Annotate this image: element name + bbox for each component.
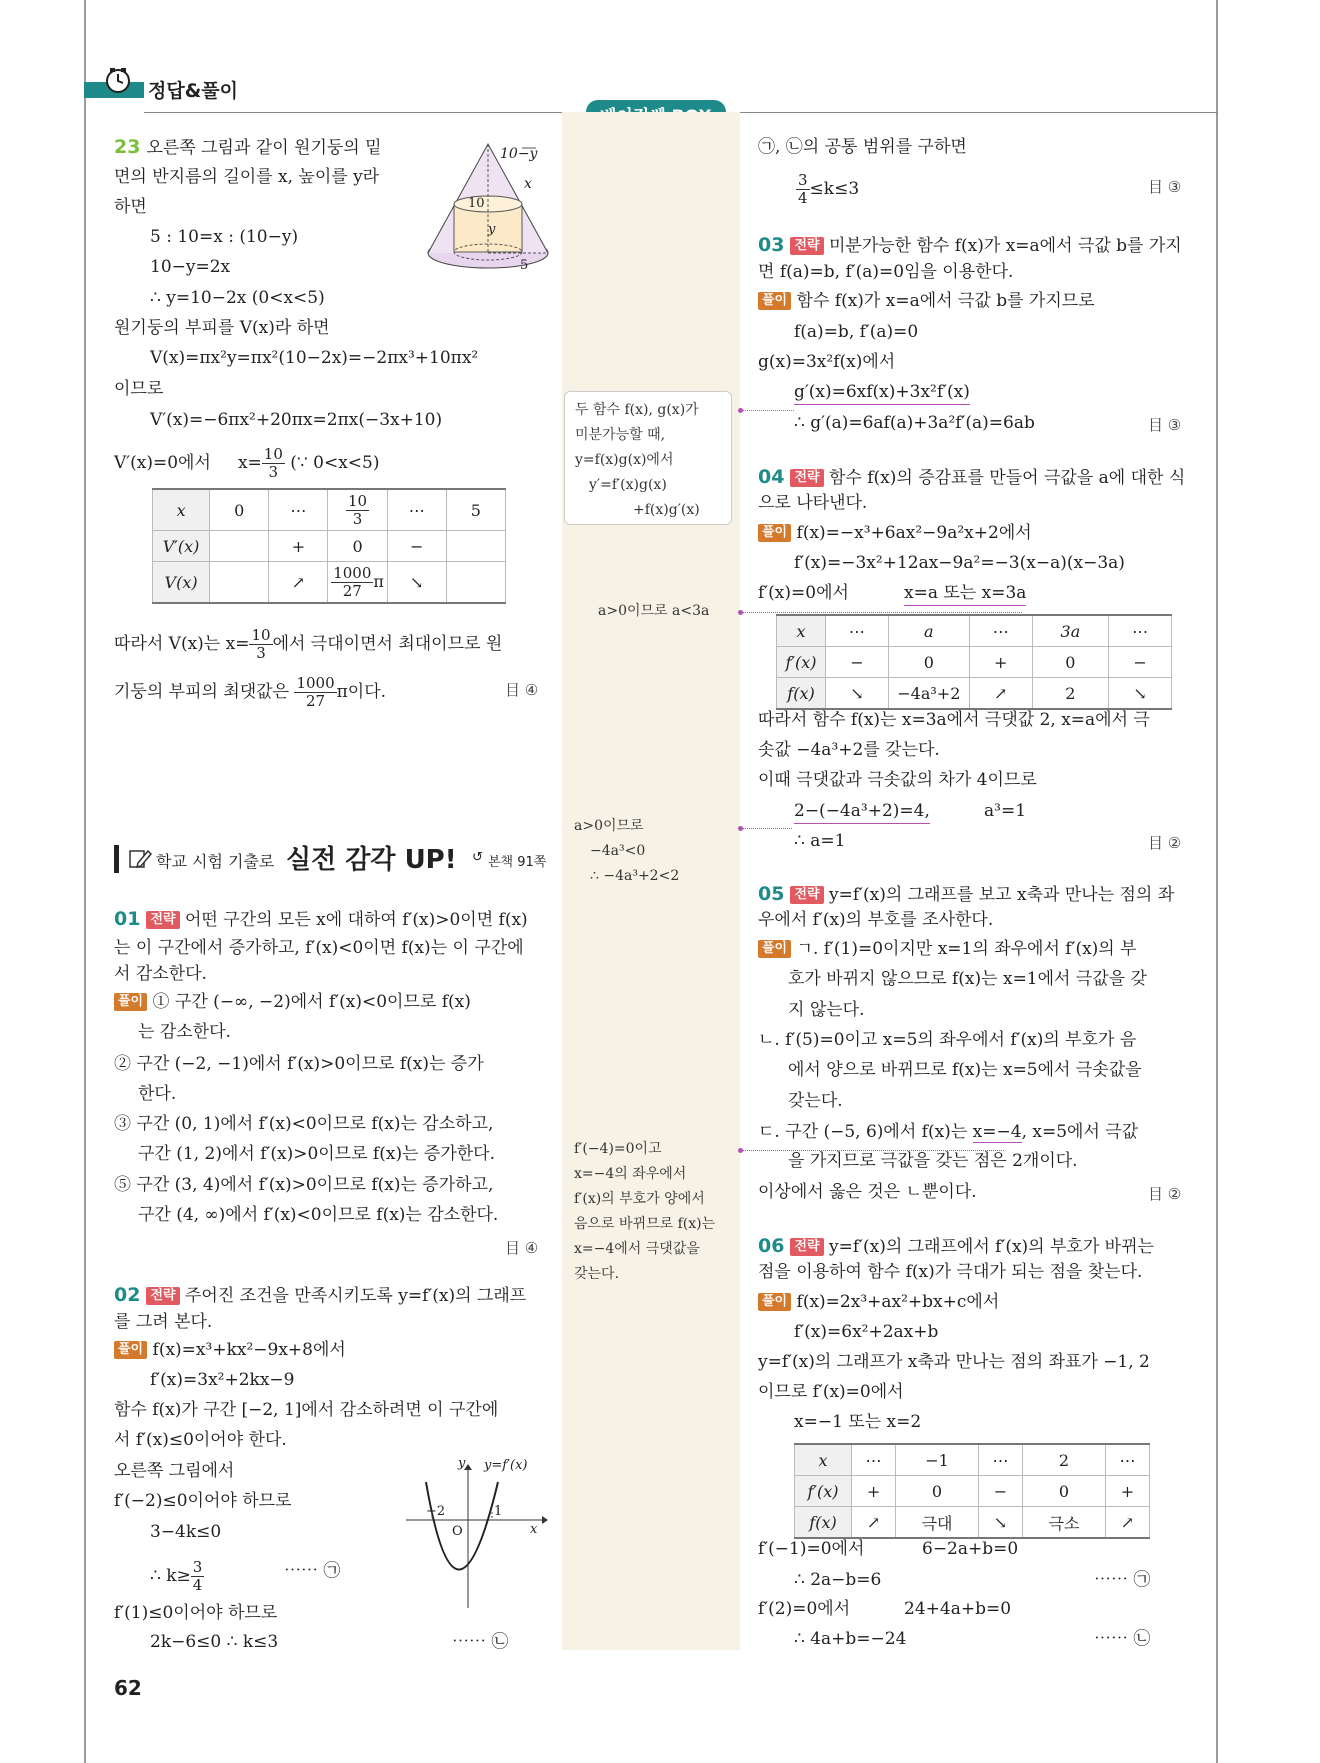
p05-line9: ㄷ. 구간 (−5, 6)에서 f(x)는 x=−4, x=5에서 극값 <box>758 1122 1139 1142</box>
p04-table: x ⋯ a ⋯ 3a ⋯ f′(x) − 0 + 0 − f(x) ↘ −4a³+2 ↗ 2 ↘ <box>776 614 1172 710</box>
side-note-product-rule: 두 함수 f(x), g(x)가 미분가능할 때, y=f(x)g(x)에서 y′=f′(x)g(x) +f(x)g′(x) <box>564 391 732 525</box>
p06-line8a: f′(−1)=0에서 <box>758 1539 865 1559</box>
p04-line4: f′(x)=−3x²+12ax−9a²=−3(x−a)(x−3a) <box>794 553 1125 573</box>
fig-label-y: y <box>488 222 496 237</box>
p06-line1: 06 전략 y=f′(x)의 그래프에서 f′(x)의 부호가 바뀌는 <box>758 1235 1154 1257</box>
p05-line8: 갖는다. <box>788 1091 843 1111</box>
p06-table: x ⋯ −1 ⋯ 2 ⋯ f′(x) + 0 − 0 + f(x) ↗ 극대 ↘ 극소 ↗ <box>794 1443 1150 1539</box>
p03-line1: 03 전략 미분가능한 함수 f(x)가 x=a에서 극값 b를 가지 <box>758 234 1182 256</box>
p06-line10b: 24+4a+b=0 <box>904 1599 1012 1619</box>
p04-line6: 따라서 함수 f(x)는 x=3a에서 극댓값 2, x=a에서 극 <box>758 710 1150 730</box>
p23-conclusion2: 기둥의 부피의 최댓값은 $\frac{1000}{27}$ π이다. <box>114 674 387 710</box>
p02-line6: 서 f′(x)≤0이어야 한다. <box>114 1430 287 1450</box>
graph-label-func: y=f′(x) <box>484 1458 528 1473</box>
p06-line4: f′(x)=6x²+2ax+b <box>794 1322 939 1342</box>
side-note-local-max: f′(−4)=0이고 x=−4의 좌우에서 f′(x)의 부호가 양에서 음으로 바뀌므로 f(x)는 x=−4에서 극댓값을 갖는다. <box>574 1141 716 1282</box>
p23-line11: V′(x)=0에서 x= $\frac{10}{3}$ (∵ 0<x<5) <box>114 445 380 481</box>
side-note-a-positive: a>0이므로 a<3a <box>598 603 710 619</box>
section-marker <box>114 845 119 873</box>
graph-label-y: y <box>458 1456 466 1471</box>
p06-line11b: ⋯⋯ ㉡ <box>1094 1629 1151 1649</box>
p05-line6: ㄴ. f′(5)=0이고 x=5의 좌우에서 f′(x)의 부호가 음 <box>758 1030 1137 1050</box>
p04-line8: 이때 극댓값과 극솟값의 차가 4이므로 <box>758 770 1037 790</box>
p23-answer: 目 ④ <box>505 681 539 699</box>
p23-line3: 하면 <box>114 197 147 217</box>
side-note-negative: a>0이므로 −4a³<0 ∴ −4a³+2<2 <box>574 818 680 884</box>
rtop-answer: 目 ③ <box>1148 178 1182 196</box>
p04-line7: 솟값 −4a³+2를 갖는다. <box>758 740 940 760</box>
p06-line10a: f′(2)=0에서 <box>758 1599 851 1619</box>
p04-line3: 풀이 f(x)=−x³+6ax²−9a²x+2에서 <box>758 521 1032 545</box>
p01-line5: 는 감소한다. <box>138 1022 231 1042</box>
p05-line10: 을 가지므로 극값을 갖는 점은 2개이다. <box>788 1151 1078 1171</box>
clock-icon <box>104 66 132 99</box>
p23-line5: 10−y=2x <box>150 257 231 277</box>
fig-label-5: 5 <box>520 258 529 273</box>
fig-label-10-y: 10−y <box>500 146 538 162</box>
p05-line3: 풀이 ㄱ. f′(1)=0이지만 x=1의 좌우에서 f′(x)의 부 <box>758 937 1137 961</box>
p04-line5b: x=a 또는 x=3a <box>904 581 1026 606</box>
fig-label-10: 10 <box>468 196 485 211</box>
p04-line10: ∴ a=1 <box>794 831 846 851</box>
p02-line8: f′(−2)≤0이어야 하므로 <box>114 1491 292 1511</box>
p23-line1: 23 오른쪽 그림과 같이 원기둥의 밑 <box>114 136 382 158</box>
p05-answer: 目 ② <box>1148 1185 1182 1203</box>
p06-line5: y=f′(x)의 그래프가 x축과 만나는 점의 좌표가 −1, 2 <box>758 1352 1150 1372</box>
p04-line1: 04 전략 함수 f(x)의 증감표를 만들어 극값을 a에 대한 식 <box>758 466 1186 488</box>
p05-line5: 지 않는다. <box>788 1000 865 1020</box>
p23-line8: V(x)=πx²y=πx²(10−2x)=−2πx³+10πx² <box>150 348 479 368</box>
p01-line3: 서 감소한다. <box>114 964 207 984</box>
p04-line5a: f′(x)=0에서 <box>758 583 849 603</box>
p03-line7: ∴ g′(a)=6af(a)+3a²f′(a)=6ab <box>794 413 1035 433</box>
p05-line1: 05 전략 y=f′(x)의 그래프를 보고 x축과 만나는 점의 좌 <box>758 883 1175 905</box>
p23-number: 23 <box>114 136 141 158</box>
pencil-icon <box>128 847 152 874</box>
p01-line4: 풀이 ① 구간 (−∞, −2)에서 f′(x)<0이므로 f(x) <box>114 990 471 1014</box>
p05-line7: 에서 양으로 바뀌므로 f(x)는 x=5에서 극솟값을 <box>788 1060 1142 1080</box>
p23-line9: 이므로 <box>114 379 164 399</box>
p02-line7: 오른쪽 그림에서 <box>114 1461 235 1481</box>
rtop-line2: $\frac{3}{4}$ ≤k≤3 <box>798 171 860 207</box>
p02-line3: 풀이 f(x)=x³+kx²−9x+8에서 <box>114 1338 346 1362</box>
page-number: 62 <box>114 1676 142 1700</box>
p23-frac-10-3: $\frac{10}{3}$ <box>263 445 283 481</box>
p05-line11: 이상에서 옳은 것은 ㄴ뿐이다. <box>758 1182 977 1202</box>
graph-label-1: 1 <box>494 1504 503 1519</box>
p06-line9b: ⋯⋯ ㉠ <box>1094 1570 1151 1590</box>
header-title: 정답&풀이 <box>148 80 238 102</box>
p01-answer: 目 ④ <box>505 1239 539 1257</box>
p06-line9a: ∴ 2a−b=6 <box>794 1570 882 1590</box>
section-reference: 본책 91쪽 <box>488 855 547 870</box>
p02-line2: 를 그려 본다. <box>114 1312 213 1332</box>
p02-line12: 2k−6≤0 ∴ k≤3 <box>150 1632 279 1652</box>
p23-line10: V′(x)=−6πx²+20πx=2πx(−3x+10) <box>150 410 443 430</box>
connector-line <box>742 612 1022 613</box>
p01-line9: 구간 (1, 2)에서 f′(x)>0이므로 f(x)는 증가한다. <box>138 1144 495 1164</box>
section-title-small: 학교 시험 기출로 <box>156 852 275 871</box>
p23-line7: 원기둥의 부피를 V(x)라 하면 <box>114 318 330 338</box>
p01-line8: ③ 구간 (0, 1)에서 f′(x)<0이므로 f(x)는 감소하고, <box>114 1114 494 1134</box>
p03-line5: g(x)=3x²f(x)에서 <box>758 352 896 372</box>
p06-line8b: 6−2a+b=0 <box>922 1539 1019 1559</box>
cone-cylinder-figure <box>424 138 564 283</box>
p06-line2: 점을 이용하여 함수 f(x)가 극대가 되는 점을 찾는다. <box>758 1262 1143 1282</box>
p04-answer: 目 ② <box>1148 834 1182 852</box>
graph-label-x: x <box>530 1522 538 1537</box>
p03-line2: 면 f(a)=b, f′(a)=0임을 이용한다. <box>758 262 1014 282</box>
rtop-line1: ㉠, ㉡의 공통 범위를 구하면 <box>758 137 967 157</box>
p05-line4: 호가 바뀌지 않으므로 f(x)는 x=1에서 극값을 갖 <box>788 969 1147 989</box>
p23-table: x 0 ⋯ $\frac{10}{3}$ ⋯ 5 V′(x) + 0 − V(x) ↗ $\frac{1000}{27}$ π ↘ <box>152 488 506 604</box>
p02-line9: 3−4k≤0 <box>150 1522 222 1542</box>
p03-line4: f(a)=b, f′(a)=0 <box>794 322 919 342</box>
p03-line6: g′(x)=6xf(x)+3x²f′(x) <box>794 380 970 405</box>
p03-answer: 目 ③ <box>1148 416 1182 434</box>
p01-line11: 구간 (4, ∞)에서 f′(x)<0이므로 f(x)는 감소한다. <box>138 1205 499 1225</box>
p06-line11a: ∴ 4a+b=−24 <box>794 1629 907 1649</box>
p23-conclusion1: 따라서 V(x)는 x= $\frac{10}{3}$ 에서 극대이면서 최대이므로 원 <box>114 626 503 662</box>
p23-line4: 5 : 10=x : (10−y) <box>150 227 299 247</box>
p04-line9b: a³=1 <box>984 801 1027 821</box>
p02-line10: ∴ k≥ $\frac{3}{4}$ <box>150 1558 203 1594</box>
p04-line9a: 2−(−4a³+2)=4, <box>794 799 930 824</box>
p03-line3: 풀이 함수 f(x)가 x=a에서 극값 b를 가지므로 <box>758 289 1095 313</box>
p23-line2: 면의 반지름의 길이를 x, 높이를 y라 <box>114 167 380 187</box>
p01-line7: 한다. <box>138 1084 177 1104</box>
p04-line2: 으로 나타낸다. <box>758 493 868 513</box>
section-title-big: 실전 감각 UP! <box>286 845 457 875</box>
p02-marker-b: ⋯⋯ ㉡ <box>452 1632 509 1652</box>
reference-icon: ↺ <box>472 850 483 865</box>
p02-marker-a: ⋯⋯ ㉠ <box>284 1561 341 1581</box>
p02-line5: 함수 f(x)가 구간 [−2, 1]에서 감소하려면 이 구간에 <box>114 1400 499 1420</box>
p01-line2: 는 이 구간에서 증가하고, f′(x)<0이면 f(x)는 이 구간에 <box>114 938 524 958</box>
connector-line <box>742 410 794 411</box>
p02-line1: 02 전략 주어진 조건을 만족시키도록 y=f′(x)의 그래프 <box>114 1284 527 1306</box>
graph-label-minus2: −2 <box>426 1504 446 1519</box>
p02-line11: f′(1)≤0이어야 하므로 <box>114 1603 278 1623</box>
p23-line6: ∴ y=10−2x (0<x<5) <box>150 288 325 308</box>
p01-line10: ⑤ 구간 (3, 4)에서 f′(x)>0이므로 f(x)는 증가하고, <box>114 1175 494 1195</box>
fig-label-x: x <box>524 176 532 192</box>
p01-line1: 01 전략 어떤 구간의 모든 x에 대하여 f′(x)>0이면 f(x) <box>114 908 528 930</box>
p01-line6: ② 구간 (−2, −1)에서 f′(x)>0이므로 f(x)는 증가 <box>114 1054 484 1074</box>
derivative-graph <box>402 1462 550 1617</box>
p06-line7: x=−1 또는 x=2 <box>794 1412 922 1432</box>
graph-label-origin: O <box>452 1524 463 1539</box>
p05-line2: 우에서 f′(x)의 부호를 조사한다. <box>758 910 994 930</box>
p02-line4: f′(x)=3x²+2kx−9 <box>150 1370 295 1390</box>
p06-line3: 풀이 f(x)=2x³+ax²+bx+c에서 <box>758 1290 999 1314</box>
connector-line <box>742 828 792 829</box>
p06-line6: 이므로 f′(x)=0에서 <box>758 1382 904 1402</box>
